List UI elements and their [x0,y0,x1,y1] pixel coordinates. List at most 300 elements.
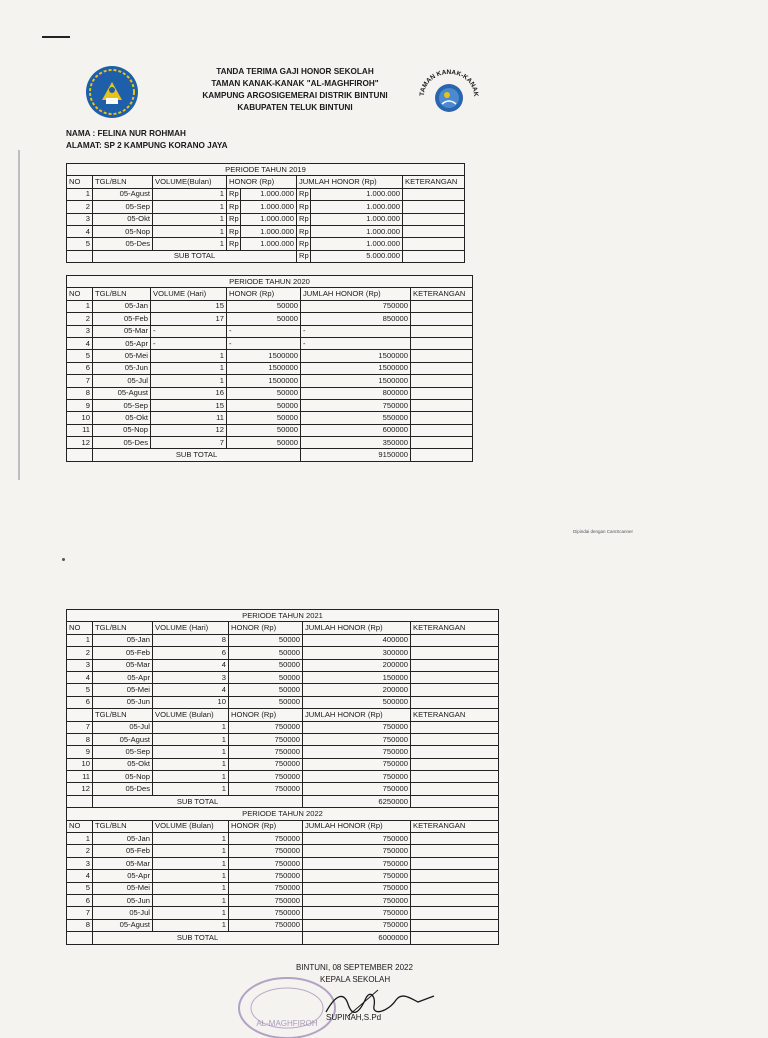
table-row [67,833,499,845]
row-note [411,696,499,708]
table-row [67,201,465,213]
row-honor: - [227,337,301,349]
row-volume: 10 [153,696,229,708]
table-row [67,399,473,411]
row-volume: 1 [153,188,227,200]
table-row [67,387,473,399]
row-number: 4 [67,225,93,237]
row-date: 05-Jul [93,907,153,919]
subtotal-spacer [67,449,93,461]
person-address: ALAMAT: SP 2 KAMPUNG KORANO JAYA [66,141,228,150]
row-note [411,350,473,362]
row-total: 850000 [301,313,411,325]
stamp-text: AL-MAGHFIROH [256,1019,318,1028]
row-total: - [301,337,411,349]
table-row [67,300,473,312]
table-row [67,325,473,337]
row-note [411,845,499,857]
table-row [67,857,499,869]
subtotal-value: 9150000 [301,449,411,461]
row-date: 05-Nop [93,424,151,436]
row-volume: 11 [151,412,227,424]
signer-name: SUPINAH,S.Pd [326,1013,382,1022]
table-row [67,919,499,931]
row-volume: 15 [151,300,227,312]
signing-date: BINTUNI, 08 SEPTEMBER 2022 [296,963,413,972]
table-row [67,622,499,634]
row-number: 1 [67,300,93,312]
table-row [67,882,499,894]
row-volume: 12 [151,424,227,436]
row-volume: 1 [153,857,229,869]
table-2020 [66,275,473,462]
row-volume: 1 [153,733,229,745]
col-header: KETERANGAN [411,288,473,300]
table-row [67,412,473,424]
col-header: NO [67,820,93,832]
row-volume: - [151,325,227,337]
header-line-2: TAMAN KANAK-KANAK "AL-MAGHFIROH" [211,79,379,88]
row-date: 05-Jun [93,894,153,906]
row-date: 05-Agust [93,919,153,931]
row-note [403,238,465,250]
table-row [67,932,499,944]
row-date: 05-Jun [93,362,151,374]
subtotal-label: SUB TOTAL [93,795,303,807]
row-note [411,833,499,845]
table-2019 [66,163,465,263]
row-date: 05-Mar [93,857,153,869]
col-header: TGL/BLN [93,820,153,832]
row-note [411,337,473,349]
row-date: 05-Feb [93,313,151,325]
row-total: 1.000.000 [311,225,403,237]
row-note [411,634,499,646]
row-honor: 50000 [227,399,301,411]
row-note [411,313,473,325]
row-volume: 1 [153,907,229,919]
subtotal-currency: Rp [297,250,311,262]
table-row [67,375,473,387]
subtotal-label: SUB TOTAL [93,449,301,461]
row-note [411,721,499,733]
row-total: 750000 [303,721,411,733]
row-note [411,919,499,931]
row-number: 12 [67,437,93,449]
row-total: 750000 [303,783,411,795]
col-header-total: JUMLAH HONOR (Rp) [297,176,403,188]
row-volume: 17 [151,313,227,325]
row-number: 5 [67,238,93,250]
col-header: HONOR (Rp) [229,709,303,721]
row-currency: Rp [297,225,311,237]
row-honor: 750000 [229,907,303,919]
row-number: 2 [67,201,93,213]
row-total: 750000 [303,857,411,869]
row-number: 4 [67,337,93,349]
row-date: 05-Mar [93,659,153,671]
table-row [67,771,499,783]
row-honor: 750000 [229,746,303,758]
period-title: PERIODE TAHUN 2020 [67,276,473,288]
row-number: 1 [67,188,93,200]
row-honor: 50000 [227,387,301,399]
row-volume: 1 [153,201,227,213]
row-note [411,362,473,374]
row-note [411,882,499,894]
row-currency: Rp [227,238,241,250]
row-total: 1.000.000 [311,201,403,213]
row-number: 3 [67,857,93,869]
row-date: 05-Des [93,437,151,449]
row-number: 5 [67,882,93,894]
row-volume: 1 [153,783,229,795]
row-total: 1.000.000 [311,238,403,250]
period-title: PERIODE TAHUN 2022 [67,808,499,820]
table-row [67,870,499,882]
row-note [403,213,465,225]
row-honor: 750000 [229,894,303,906]
row-volume: 1 [153,882,229,894]
row-date: 05-Apr [93,671,153,683]
header-line-1: TANDA TERIMA GAJI HONOR SEKOLAH [216,67,374,76]
row-note [403,201,465,213]
row-note [403,188,465,200]
row-volume: 4 [153,684,229,696]
row-date: 05-Des [93,783,153,795]
table-row [67,610,499,622]
row-honor: 1.000.000 [241,188,297,200]
row-note [411,758,499,770]
row-honor: 1.000.000 [241,238,297,250]
row-number: 9 [67,399,93,411]
row-note [411,771,499,783]
subtotal-spacer [67,795,93,807]
row-number: 8 [67,733,93,745]
row-volume: 1 [153,894,229,906]
table-row [67,437,473,449]
col-header: JUMLAH HONOR (Rp) [303,709,411,721]
subtotal-label: SUB TOTAL [93,932,303,944]
row-date: 05-Okt [93,412,151,424]
row-note [411,437,473,449]
col-header-honor: HONOR (Rp) [227,176,297,188]
row-date: 05-Agust [93,733,153,745]
row-total: 750000 [303,894,411,906]
row-number: 9 [67,746,93,758]
col-header: NO [67,622,93,634]
row-date: 05-Agust [93,188,153,200]
table-row [67,449,473,461]
row-honor: - [227,325,301,337]
row-volume: 1 [151,350,227,362]
row-total: 750000 [303,919,411,931]
table-row [67,659,499,671]
table-row [67,684,499,696]
row-number: 1 [67,833,93,845]
row-volume: 1 [153,746,229,758]
row-honor: 750000 [229,758,303,770]
table-row [67,894,499,906]
row-honor: 1.000.000 [241,213,297,225]
row-volume: 1 [153,238,227,250]
row-total: 750000 [303,907,411,919]
table-row [67,350,473,362]
table-row [67,820,499,832]
row-total: 1.000.000 [311,213,403,225]
row-number: 8 [67,919,93,931]
signature-block [296,962,446,1022]
row-currency: Rp [297,238,311,250]
row-volume: 1 [153,870,229,882]
col-header: HONOR (Rp) [229,622,303,634]
row-date: 05-Okt [93,758,153,770]
row-total: 600000 [301,424,411,436]
row-date: 05-Jan [93,300,151,312]
row-honor: 750000 [229,733,303,745]
subtotal-value: 5.000.000 [311,250,403,262]
row-volume: 1 [153,721,229,733]
row-honor: 750000 [229,882,303,894]
row-number: 5 [67,684,93,696]
row-honor: 50000 [229,634,303,646]
row-volume: 16 [151,387,227,399]
subtotal-spacer [67,250,93,262]
tut-wuri-handayani-logo-icon [84,64,140,120]
row-honor: 50000 [227,424,301,436]
col-header: JUMLAH HONOR (Rp) [303,820,411,832]
row-total: 750000 [303,845,411,857]
table-row [67,795,499,807]
row-note [411,746,499,758]
row-honor: 750000 [229,845,303,857]
table-row [67,213,465,225]
table-row [67,647,499,659]
row-total: 550000 [301,412,411,424]
row-total: 1500000 [301,350,411,362]
col-header: NO [67,288,93,300]
col-header: JUMLAH HONOR (Rp) [301,288,411,300]
row-note [411,647,499,659]
row-date: 05-Jan [93,634,153,646]
row-currency: Rp [297,188,311,200]
row-date: 05-Jan [93,833,153,845]
row-note [411,783,499,795]
row-total: 150000 [303,671,411,683]
subtotal-note [403,250,465,262]
row-honor: 50000 [227,300,301,312]
row-honor: 750000 [229,721,303,733]
row-volume: 4 [153,659,229,671]
row-number: 3 [67,659,93,671]
row-total: 400000 [303,634,411,646]
row-volume: 1 [153,771,229,783]
row-number: 12 [67,783,93,795]
row-date: 05-Jun [93,696,153,708]
table-row [67,907,499,919]
row-total: 750000 [303,733,411,745]
header-line-4: KABUPATEN TELUK BINTUNI [237,103,353,112]
row-date: 05-Jul [93,721,153,733]
row-honor: 1500000 [227,362,301,374]
row-volume: 1 [151,362,227,374]
table-row [67,424,473,436]
row-honor: 50000 [227,313,301,325]
row-volume: 1 [153,213,227,225]
col-header: VOLUME (Hari) [151,288,227,300]
col-header: TGL/BLN [93,709,153,721]
row-total: 750000 [301,300,411,312]
subtotal-note [411,932,499,944]
row-number: 7 [67,721,93,733]
row-number: 6 [67,362,93,374]
table-row [67,225,465,237]
col-header-no: NO [67,176,93,188]
table-row [67,337,473,349]
table-row [67,313,473,325]
row-volume: 6 [153,647,229,659]
subtotal-note [411,795,499,807]
col-header: KETERANGAN [411,622,499,634]
table-row [67,238,465,250]
row-honor: 1500000 [227,350,301,362]
col-header-note: KETERANGAN [403,176,465,188]
row-number: 5 [67,350,93,362]
row-currency: Rp [297,201,311,213]
row-honor: 50000 [227,437,301,449]
col-header-volume: VOLUME(Bulan) [153,176,227,188]
row-note [411,684,499,696]
table-row [67,250,465,262]
row-number: 7 [67,375,93,387]
row-number: 3 [67,325,93,337]
col-header: TGL/BLN [93,622,153,634]
person-name: NAMA : FELINA NUR ROHMAH [66,129,186,138]
row-date: 05-Okt [93,213,153,225]
row-note [411,659,499,671]
table-row [67,671,499,683]
header-line-3: KAMPUNG ARGOSIGEMERAI DISTRIK BINTUNI [202,91,388,100]
row-number: 1 [67,634,93,646]
row-date: 05-Feb [93,647,153,659]
row-volume: 1 [153,919,229,931]
row-total: 200000 [303,684,411,696]
row-note [411,375,473,387]
row-volume: 15 [151,399,227,411]
row-volume: - [151,337,227,349]
row-volume: 1 [153,758,229,770]
row-total: 750000 [301,399,411,411]
row-date: 05-Mar [93,325,151,337]
row-note [411,325,473,337]
row-note [403,225,465,237]
scan-edge [18,150,20,480]
pen-mark [42,36,70,38]
table-row [67,783,499,795]
col-header: KETERANGAN [411,709,499,721]
row-total: 750000 [303,833,411,845]
col-header: HONOR (Rp) [227,288,301,300]
row-honor: 1500000 [227,375,301,387]
row-volume: 1 [151,375,227,387]
row-honor: 50000 [229,659,303,671]
row-date: 05-Sep [93,201,153,213]
row-date: 05-Mei [93,350,151,362]
row-total: 750000 [303,771,411,783]
row-total: 750000 [303,758,411,770]
row-honor: 50000 [227,412,301,424]
row-total: 800000 [301,387,411,399]
row-note [411,857,499,869]
row-honor: 750000 [229,771,303,783]
row-total: 750000 [303,746,411,758]
row-number: 4 [67,671,93,683]
row-total: 750000 [303,870,411,882]
row-honor: 750000 [229,919,303,931]
row-date: 05-Mei [93,684,153,696]
row-currency: Rp [227,188,241,200]
row-number: 11 [67,771,93,783]
table-row [67,721,499,733]
row-number: 4 [67,870,93,882]
row-volume: 7 [151,437,227,449]
row-total: - [301,325,411,337]
row-honor: 750000 [229,870,303,882]
row-honor: 750000 [229,857,303,869]
row-date: 05-Agust [93,387,151,399]
row-number: 6 [67,696,93,708]
row-number: 2 [67,313,93,325]
scanner-watermark: Dipindai dengan CamScanner [573,529,634,534]
col-header: KETERANGAN [411,820,499,832]
table-row [67,808,499,820]
table-row [67,288,473,300]
col-header: TGL/BLN [93,288,151,300]
row-note [411,424,473,436]
row-note [411,870,499,882]
row-honor: 50000 [229,647,303,659]
row-note [411,300,473,312]
table-2021-2022 [66,609,499,945]
row-number: 10 [67,412,93,424]
col-header-blank [67,709,93,721]
person-info [66,128,228,152]
period-title: PERIODE TAHUN 2021 [67,610,499,622]
table-row [67,696,499,708]
row-date: 05-Mei [93,882,153,894]
col-header: JUMLAH HONOR (Rp) [303,622,411,634]
table-row [67,746,499,758]
table-row [67,362,473,374]
row-total: 750000 [303,882,411,894]
row-total: 1500000 [301,375,411,387]
subtotal-spacer [67,932,93,944]
row-note [411,399,473,411]
row-total: 1500000 [301,362,411,374]
row-total: 350000 [301,437,411,449]
row-date: 05-Nop [93,225,153,237]
col-header: VOLUME (Bulan) [153,709,229,721]
row-number: 2 [67,845,93,857]
table-row [67,733,499,745]
row-number: 3 [67,213,93,225]
row-volume: 8 [153,634,229,646]
col-header: HONOR (Rp) [229,820,303,832]
subtotal-label: SUB TOTAL [93,250,297,262]
row-date: 05-Jul [93,375,151,387]
row-note [411,387,473,399]
row-number: 6 [67,894,93,906]
